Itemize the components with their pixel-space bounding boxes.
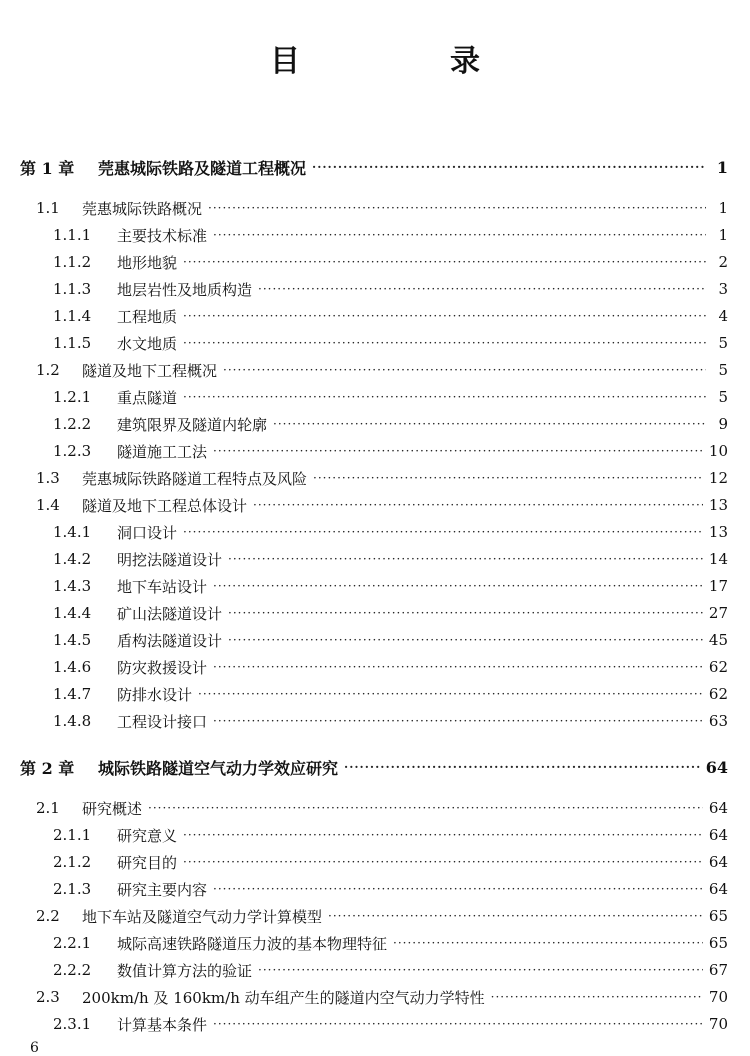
toc-entry-title: 建筑限界及隧道内轮廓 xyxy=(117,415,268,434)
toc-entry-number: 1.4.6 xyxy=(53,658,92,676)
toc-entry[interactable] xyxy=(53,411,728,437)
dot-leader xyxy=(228,552,703,566)
dot-leader xyxy=(253,498,703,512)
toc-entry-number: 1.4.3 xyxy=(53,577,92,595)
toc-entry[interactable] xyxy=(53,303,728,329)
toc-entry-number: 第 2 章 xyxy=(20,758,75,778)
dot-leader xyxy=(228,633,703,647)
toc-entry-number: 2.1.3 xyxy=(53,880,92,898)
toc-entry-number: 1.4.7 xyxy=(53,685,92,703)
toc-entry[interactable] xyxy=(53,330,728,356)
toc-entry-title: 工程设计接口 xyxy=(117,712,208,731)
toc-entry-title: 洞口设计 xyxy=(117,523,178,542)
toc-entry-title: 莞惠城际铁路概况 xyxy=(82,199,203,218)
toc-entry[interactable] xyxy=(53,627,728,653)
toc-entry-title: 200km/h 及 160km/h 动车组产生的隧道内空气动力学特性 xyxy=(82,988,485,1007)
dot-leader xyxy=(228,606,703,620)
toc-entry[interactable] xyxy=(36,357,728,383)
toc-entry-title: 地形地貌 xyxy=(117,253,178,272)
dot-leader xyxy=(213,579,703,593)
toc-entry-number: 2.3 xyxy=(36,988,60,1006)
toc-entry-title: 研究概述 xyxy=(82,799,143,818)
toc-entry-page: 1 xyxy=(716,157,728,177)
toc-entry-page: 62 xyxy=(708,685,728,703)
toc-entry-page: 5 xyxy=(718,361,728,379)
toc-entry-number: 1.2 xyxy=(36,361,60,379)
toc-entry[interactable] xyxy=(53,876,728,902)
toc-entry-title: 防排水设计 xyxy=(117,685,193,704)
toc-entry-number: 1.2.3 xyxy=(53,442,92,460)
toc-entry-page: 3 xyxy=(718,280,728,298)
dot-leader xyxy=(213,714,703,728)
toc-entry-page: 2 xyxy=(718,253,728,271)
toc-entry-number: 1.1.1 xyxy=(53,226,92,244)
toc-entry-number: 1.4.5 xyxy=(53,631,92,649)
toc-entry[interactable] xyxy=(53,276,728,302)
toc-entry-page: 14 xyxy=(708,550,728,568)
dot-leader xyxy=(183,525,703,539)
toc-entry-number: 1.4.4 xyxy=(53,604,92,622)
dot-leader xyxy=(213,228,706,242)
toc-entry-number: 1.4.2 xyxy=(53,550,92,568)
toc-entry-page: 10 xyxy=(708,442,728,460)
toc-entry-page: 70 xyxy=(708,988,728,1006)
toc-entry-number: 1.4.8 xyxy=(53,712,92,730)
toc-entry[interactable] xyxy=(53,573,728,599)
toc-entry-page: 64 xyxy=(708,853,728,871)
toc-entry[interactable] xyxy=(53,822,728,848)
toc-entry-page: 17 xyxy=(708,577,728,595)
dot-leader xyxy=(258,963,703,977)
toc-entry-number: 2.2.1 xyxy=(53,934,92,952)
dot-leader xyxy=(183,336,706,350)
toc-entry-page: 13 xyxy=(708,523,728,541)
toc-entry-title: 隧道施工工法 xyxy=(117,442,208,461)
dot-leader xyxy=(208,201,706,215)
dot-leader xyxy=(213,444,703,458)
toc-entry[interactable] xyxy=(53,519,728,545)
dot-leader xyxy=(273,417,706,431)
toc-entry[interactable] xyxy=(53,546,728,572)
toc-chapter-entry[interactable] xyxy=(20,754,728,780)
toc-entry[interactable] xyxy=(36,195,728,221)
toc-entry-title: 隧道及地下工程总体设计 xyxy=(82,496,248,515)
toc-entry-title: 工程地质 xyxy=(117,307,178,326)
toc-entry-number: 1.4 xyxy=(36,496,60,514)
toc-entry-title: 研究主要内容 xyxy=(117,880,208,899)
dot-leader xyxy=(344,760,700,774)
dot-leader xyxy=(213,882,703,896)
toc-entry-page: 4 xyxy=(718,307,728,325)
dot-leader xyxy=(313,471,703,485)
toc-entry-number: 1.1.5 xyxy=(53,334,92,352)
toc-entry[interactable] xyxy=(53,930,728,956)
toc-entry-title: 地下车站及隧道空气动力学计算模型 xyxy=(82,907,323,926)
toc-entry-page: 12 xyxy=(708,469,728,487)
dot-leader xyxy=(183,828,703,842)
toc-entry[interactable] xyxy=(53,384,728,410)
toc-entry-title: 地层岩性及地质构造 xyxy=(117,280,253,299)
toc-entry-page: 64 xyxy=(705,757,728,777)
toc-entry-number: 1.3 xyxy=(36,469,60,487)
dot-leader xyxy=(183,855,703,869)
toc-entry-number: 1.2.2 xyxy=(53,415,92,433)
toc-entry[interactable] xyxy=(53,438,728,464)
toc-entry-page: 9 xyxy=(718,415,728,433)
toc-entry-number: 2.2.2 xyxy=(53,961,92,979)
dot-leader xyxy=(183,309,706,323)
toc-entry-title: 城际高速铁路隧道压力波的基本物理特征 xyxy=(117,934,388,953)
toc-entry-page: 64 xyxy=(708,799,728,817)
toc-entry-title: 矿山法隧道设计 xyxy=(117,604,223,623)
toc-entry-title: 莞惠城际铁路及隧道工程概况 xyxy=(98,158,307,178)
dot-leader xyxy=(223,363,706,377)
toc-entry-title: 计算基本条件 xyxy=(117,1015,208,1034)
dot-leader xyxy=(393,936,703,950)
toc-entry[interactable] xyxy=(36,984,728,1010)
toc-entry-page: 63 xyxy=(708,712,728,730)
toc-entry-number: 2.1.2 xyxy=(53,853,92,871)
toc-entry[interactable] xyxy=(53,654,728,680)
page-title: 目 录 xyxy=(270,44,540,79)
dot-leader xyxy=(213,1017,703,1031)
toc-entry-number: 2.3.1 xyxy=(53,1015,92,1033)
toc-chapter-entry[interactable] xyxy=(20,154,728,180)
toc-entry-page: 45 xyxy=(708,631,728,649)
toc-entry-number: 1.1.4 xyxy=(53,307,92,325)
dot-leader xyxy=(183,390,706,404)
toc-entry-page: 27 xyxy=(708,604,728,622)
toc-entry-number: 第 1 章 xyxy=(20,158,75,178)
dot-leader xyxy=(258,282,706,296)
toc-entry-number: 2.1 xyxy=(36,799,60,817)
toc-entry-title: 地下车站设计 xyxy=(117,577,208,596)
toc-entry-title: 主要技术标准 xyxy=(117,226,208,245)
toc-entry-number: 1.1 xyxy=(36,199,60,217)
toc-entry-title: 盾构法隧道设计 xyxy=(117,631,223,650)
toc-entry-page: 62 xyxy=(708,658,728,676)
toc-entry[interactable] xyxy=(53,1011,728,1037)
toc-entry[interactable] xyxy=(36,492,728,518)
toc-entry[interactable] xyxy=(53,249,728,275)
dot-leader xyxy=(198,687,703,701)
toc-entry[interactable] xyxy=(36,795,728,821)
dot-leader xyxy=(328,909,703,923)
toc-entry-title: 数值计算方法的验证 xyxy=(117,961,253,980)
toc-entry-number: 1.2.1 xyxy=(53,388,92,406)
toc-entry[interactable] xyxy=(53,957,728,983)
toc-entry-page: 65 xyxy=(708,907,728,925)
dot-leader xyxy=(183,255,706,269)
toc-entry-title: 莞惠城际铁路隧道工程特点及风险 xyxy=(82,469,308,488)
toc-entry-number: 2.2 xyxy=(36,907,60,925)
toc-entry-title: 重点隧道 xyxy=(117,388,178,407)
dot-leader xyxy=(148,801,703,815)
toc-entry-page: 5 xyxy=(718,334,728,352)
toc-entry-title: 隧道及地下工程概况 xyxy=(82,361,218,380)
toc-entry-page: 1 xyxy=(718,226,728,244)
toc-entry[interactable] xyxy=(53,708,728,734)
toc-entry-number: 2.1.1 xyxy=(53,826,92,844)
toc-entry-number: 1.1.2 xyxy=(53,253,92,271)
toc-entry[interactable] xyxy=(53,849,728,875)
toc-entry-title: 水文地质 xyxy=(117,334,178,353)
toc-entry-title: 研究目的 xyxy=(117,853,178,872)
toc-entry-page: 65 xyxy=(708,934,728,952)
toc-entry-number: 1.4.1 xyxy=(53,523,92,541)
toc-entry-page: 5 xyxy=(718,388,728,406)
toc-entry-page: 64 xyxy=(708,880,728,898)
toc-entry[interactable] xyxy=(53,681,728,707)
toc-entry-title: 城际铁路隧道空气动力学效应研究 xyxy=(98,758,339,778)
toc-entry-title: 研究意义 xyxy=(117,826,178,845)
toc-entry-page: 64 xyxy=(708,826,728,844)
dot-leader xyxy=(312,160,706,174)
toc-entry-page: 13 xyxy=(708,496,728,514)
dot-leader xyxy=(491,990,703,1004)
toc-entry[interactable] xyxy=(36,465,728,491)
toc-entry[interactable] xyxy=(36,903,728,929)
page-number: 6 xyxy=(30,1040,39,1056)
toc-entry[interactable] xyxy=(53,222,728,248)
dot-leader xyxy=(213,660,703,674)
toc-entry-page: 70 xyxy=(708,1015,728,1033)
toc-entry-page: 1 xyxy=(718,199,728,217)
toc-entry-page: 67 xyxy=(708,961,728,979)
toc-entry[interactable] xyxy=(53,600,728,626)
toc-entry-number: 1.1.3 xyxy=(53,280,92,298)
toc-entry-title: 防灾救援设计 xyxy=(117,658,208,677)
toc-entry-title: 明挖法隧道设计 xyxy=(117,550,223,569)
